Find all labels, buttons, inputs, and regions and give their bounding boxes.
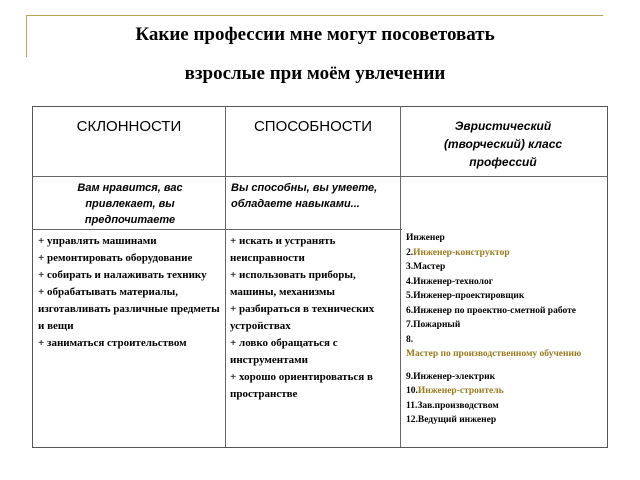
profession-number: 2. [406, 247, 414, 258]
table-row-divider-1 [32, 176, 608, 177]
list-item: + ремонтировать оборудование [38, 252, 193, 264]
profession-highlight: Мастер по производственному обучению [406, 349, 582, 359]
profession-item: 5.Инженер-проектировщик [406, 291, 525, 301]
profession-number: 10. [406, 386, 418, 396]
header-inclinations: СКЛОННОСТИ [76, 118, 182, 135]
list-item: + заниматься строительством [38, 337, 187, 349]
profession-item: Инженер [406, 233, 445, 243]
list-spacer [406, 362, 602, 370]
profession-item: 7.Пожарный [406, 320, 461, 330]
abilities-list [230, 233, 398, 403]
profession-highlight: Инженер-строитель [417, 386, 504, 396]
profession-item: 9.Инженер-электрик [406, 371, 496, 382]
profession-item: 8. [406, 334, 414, 345]
subheader-inclinations: Вам нравится, вас привлекает, вы предпочитаете [77, 182, 183, 226]
profession-item: 3.Мастер [406, 262, 446, 272]
profession-item: 6.Инженер по проектно-сметной работе [406, 305, 576, 316]
list-item: + управлять машинами [38, 235, 157, 247]
profession-highlight: Инженер-конструктор [413, 247, 510, 258]
list-item: + использовать приборы, машины, механизмы [230, 269, 356, 298]
professions-list [406, 231, 602, 428]
profession-item: 12.Ведущий инженер [406, 415, 497, 425]
table-row-divider-3 [32, 229, 402, 230]
list-item: + собирать и налаживать технику [38, 269, 207, 281]
inclinations-list [38, 233, 222, 352]
profession-item [406, 384, 602, 399]
decor-frame-top [26, 15, 603, 16]
header-abilities: СПОСОБНОСТИ [253, 118, 373, 135]
list-item: + хорошо ориентироваться в пространстве [230, 371, 373, 400]
page-title-line1: Какие профессии мне могут посоветовать [135, 24, 495, 45]
list-item: + ловко обращаться с инструментами [230, 337, 338, 366]
list-item: + обрабатывать материалы, изготавливать различные предметы и вещи [38, 286, 220, 332]
list-item: + разбираться в технических устройствах [230, 303, 375, 332]
profession-item [406, 246, 602, 261]
profession-item: 11.Зав.производством [406, 400, 499, 411]
page-title-line2: взрослые при моём увлечении [184, 63, 446, 84]
header-profession-class: Эвристический (творческий) класс профессий [443, 119, 563, 169]
subheader-abilities: Вы способны, вы умеете, обладаете навыками... [231, 182, 378, 210]
list-item: + искать и устранять неисправности [230, 235, 336, 264]
profession-item: 4.Инженер-технолог [406, 276, 494, 287]
table-col-divider-2 [400, 106, 401, 447]
table-col-divider-1 [225, 106, 226, 447]
